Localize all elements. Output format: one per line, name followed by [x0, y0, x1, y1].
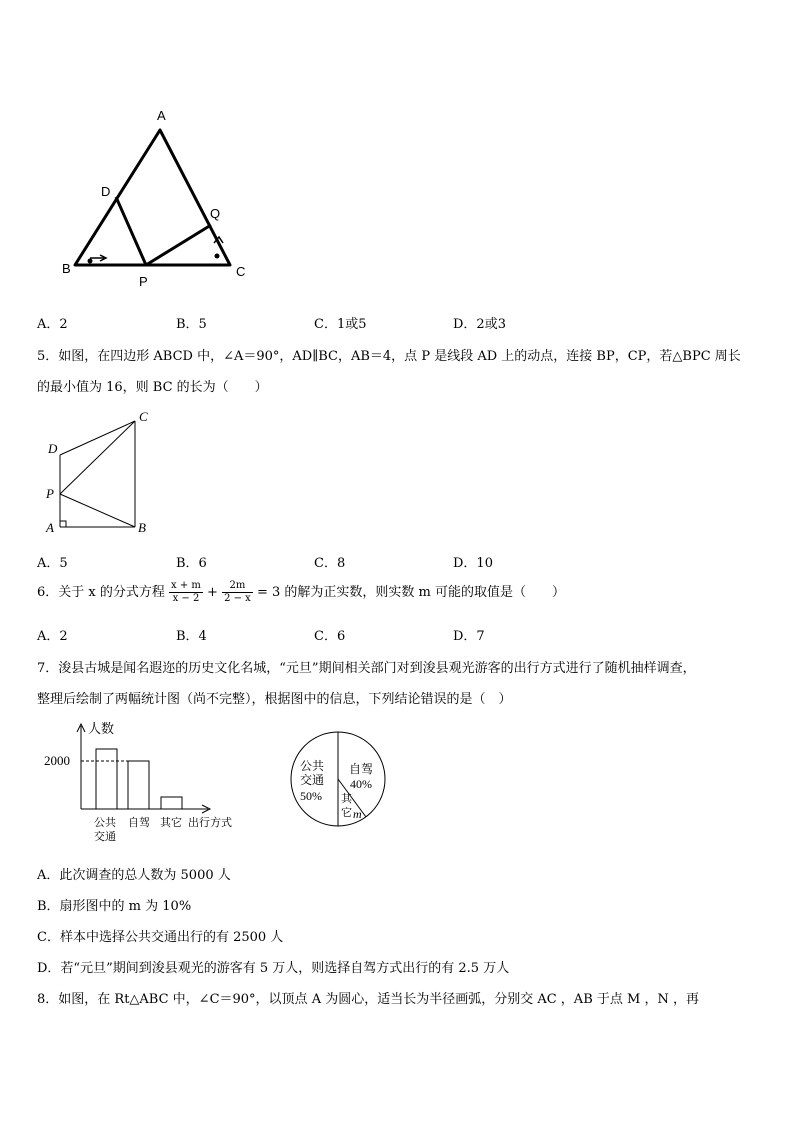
q4-option-d: D．2或3 — [453, 317, 506, 332]
q6-plus: + — [207, 585, 218, 600]
bar-x-axis-label: 出行方式 — [188, 816, 232, 829]
vertex-q: Q — [210, 206, 221, 221]
pie-label-public-l1: 公共 — [300, 759, 325, 773]
q6-prefix: 6．关于 x 的分式方程 — [37, 585, 165, 600]
q7-option-d: D．若“元旦”期间到浚县观光的游客有 5 万人，则选择自驾方式出行的有 2.5 万人 — [37, 961, 510, 976]
q6-frac1-num: x + m — [171, 580, 201, 591]
vertex-c: C — [236, 264, 246, 279]
q6-option-a: A．2 — [37, 629, 68, 644]
vertex-p: P — [139, 274, 148, 289]
q7-stem-line2: 整理后绘制了两幅统计图（尚不完整），根据图中的信息，下列结论错误的是（ ） — [37, 692, 512, 707]
q6-frac1-den: x − 2 — [172, 593, 200, 604]
bar-cat-self: 自驾 — [128, 816, 150, 829]
q5-label-c: C — [139, 409, 148, 424]
pie-label-public-l2: 交通 — [300, 773, 325, 787]
q5-option-a: A．5 — [37, 556, 68, 571]
q4-option-b: B．5 — [176, 317, 207, 332]
q6-frac2-num: 2m — [222, 580, 253, 593]
q5-label-b: B — [138, 520, 146, 535]
q6-equals: = 3 — [256, 585, 281, 600]
q7-option-b: B．扇形图中的 m 为 10% — [37, 899, 192, 914]
pie-label-other-l1: 其 — [341, 792, 352, 805]
pie-label-public-pct: 50% — [300, 789, 322, 803]
bar-cat-public-l2: 交通 — [94, 830, 116, 843]
q6-frac2-den: 2 − x — [224, 593, 251, 604]
q7-option-c: C．样本中选择公共交通出行的有 2500 人 — [37, 930, 284, 945]
q5-option-c: C．8 — [314, 556, 346, 571]
bar-tick-2000: 2000 — [44, 753, 70, 768]
q5-option-b: B．6 — [176, 556, 207, 571]
vertex-a: A — [157, 108, 166, 123]
q5-label-a: A — [46, 520, 54, 535]
q6-option-c: C．6 — [314, 629, 346, 644]
q5-stem-line1: 5．如图，在四边形 ABCD 中，∠A＝90°，AD∥BC，AB＝4，点 P 是线段 AD 上的动点，连接 BP，CP，若△BPC 周长 — [37, 349, 741, 364]
q6-option-d: D．7 — [453, 629, 485, 644]
bar-y-axis-label: 人数 — [88, 722, 115, 737]
q5-stem-line2: 的最小值为 16，则 BC 的长为（ ） — [37, 380, 268, 395]
q4-option-a: A．2 — [37, 317, 68, 332]
pie-label-self: 自驾 — [349, 762, 374, 776]
q4-option-c: C．1或5 — [314, 317, 367, 332]
vertex-b: B — [62, 261, 71, 276]
q7-stem-line1: 7．浚县古城是闻名遐迩的历史文化名城，“元旦”期间相关部门对到浚县观光游客的出行方式进行了随机抽样调查， — [37, 661, 696, 676]
q6-option-b: B．4 — [176, 629, 207, 644]
bar-cat-public-l1: 公共 — [94, 816, 116, 829]
pie-label-other-m: m — [353, 807, 362, 821]
q5-label-p: P — [46, 486, 54, 501]
vertex-d: D — [101, 184, 111, 199]
q5-label-d: D — [48, 441, 58, 456]
q7-option-a: A．此次调查的总人数为 5000 人 — [37, 868, 231, 883]
q6-suffix: 的解为正实数，则实数 m 可能的取值是（ ） — [284, 585, 565, 600]
pie-label-self-pct: 40% — [350, 777, 372, 791]
q8-stem-line1: 8．如图，在 Rt△ABC 中，∠C＝90°，以顶点 A 为圆心，适当长为半径画弧，分别交 AC ，AB 于点 M ，N ，再 — [37, 992, 699, 1007]
bar-cat-other: 其它 — [160, 816, 182, 829]
q5-option-d: D．10 — [453, 556, 493, 571]
pie-label-other-l2: 它 — [341, 806, 352, 819]
